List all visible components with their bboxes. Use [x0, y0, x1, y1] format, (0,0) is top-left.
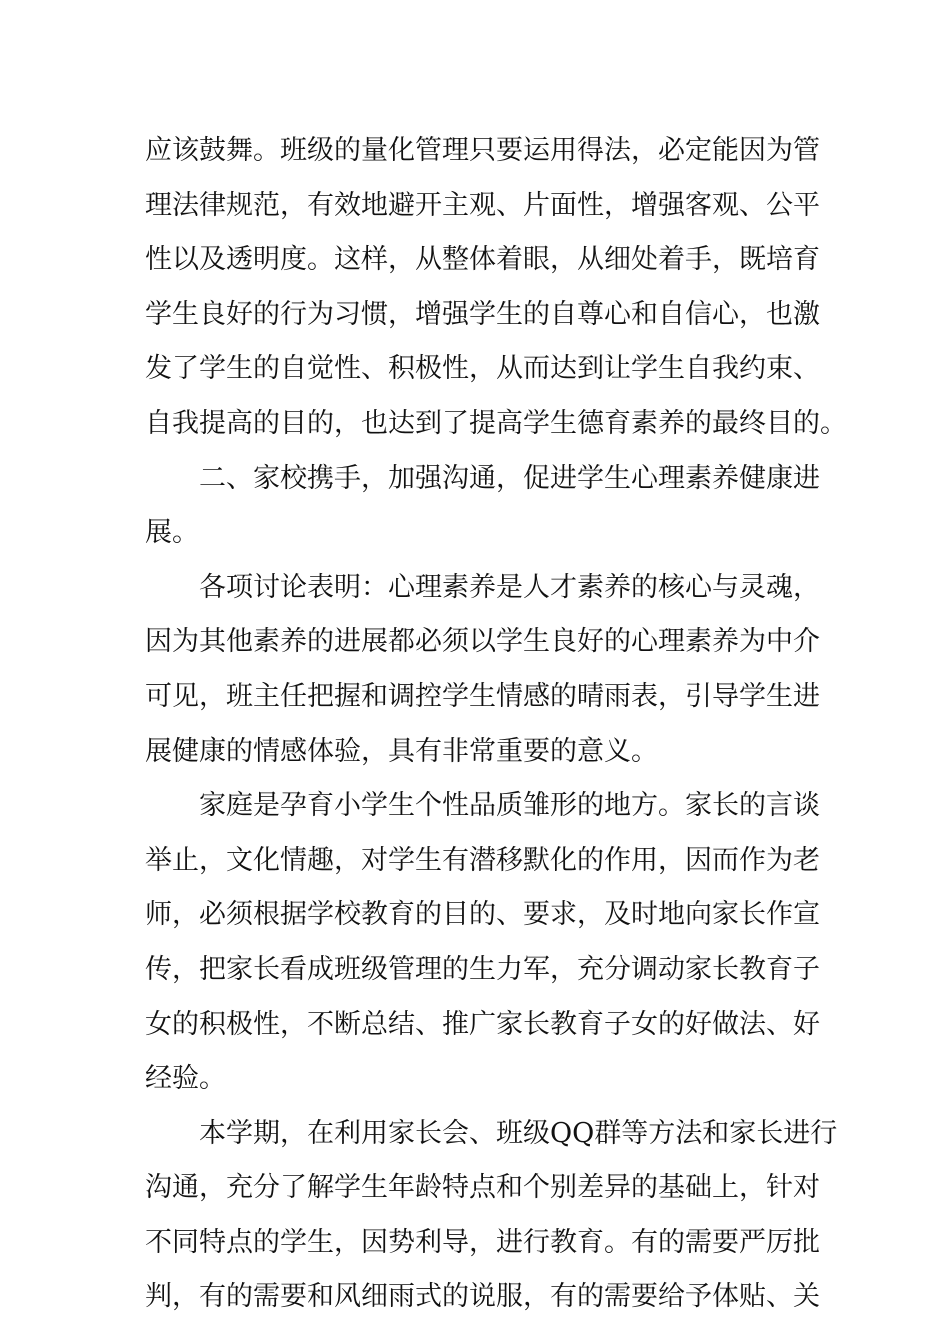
text-line: 应该鼓舞。班级的量化管理只要运用得法，必定能因为管 — [145, 135, 820, 166]
text-line: 因为其他素养的进展都必须以学生良好的心理素养为中介 — [145, 626, 820, 658]
document-body — [145, 124, 847, 1325]
paragraph-first-line: 本学期，在利用家长会、班级QQ群等方法和家长进行 — [199, 1117, 838, 1149]
text-line: 性以及透明度。这样，从整体着眼，从细处着手，既培育 — [145, 244, 820, 276]
text-line: 经验。 — [145, 1063, 226, 1095]
text-line: 举止，文化情趣，对学生有潜移默化的作用，因而作为老 — [145, 844, 820, 876]
text-line: 不同特点的学生，因势利导，进行教育。有的需要严厉批 — [145, 1226, 820, 1258]
text-line: 理法律规范，有效地避开主观、片面性，增强客观、公平 — [145, 189, 820, 221]
text-line: 女的积极性，不断总结、推广家长教育子女的好做法、好 — [145, 1008, 820, 1040]
text-line: 可见，班主任把握和调控学生情感的晴雨表，引导学生进 — [145, 680, 820, 712]
text-line: 沟通，充分了解学生年龄特点和个别差异的基础上，针对 — [145, 1172, 820, 1204]
text-line: 发了学生的自觉性、积极性，从而达到让学生自我约束、 — [145, 353, 820, 385]
text-line: 学生良好的行为习惯，增强学生的自尊心和自信心，也激 — [145, 298, 820, 330]
paragraph-first-line: 家庭是孕育小学生个性品质雏形的地方。家长的言谈 — [199, 790, 820, 822]
text-line: 传，把家长看成班级管理的生力军，充分调动家长教育子 — [145, 953, 820, 985]
text-line: 自我提高的目的，也达到了提高学生德育素养的最终目的。 — [145, 407, 847, 439]
section-heading-line: 展。 — [145, 517, 199, 549]
text-line: 师，必须根据学校教育的目的、要求，及时地向家长作宣 — [145, 899, 820, 931]
text-line: 展健康的情感体验，具有非常重要的意义。 — [145, 735, 658, 767]
text-line: 判，有的需要和风细雨式的说服，有的需要给予体贴、关 — [145, 1281, 820, 1313]
section-heading-line: 二、家校携手，加强沟通，促进学生心理素养健康进 — [199, 462, 820, 494]
paragraph-first-line: 各项讨论表明：心理素养是人才素养的核心与灵魂， — [199, 571, 820, 603]
